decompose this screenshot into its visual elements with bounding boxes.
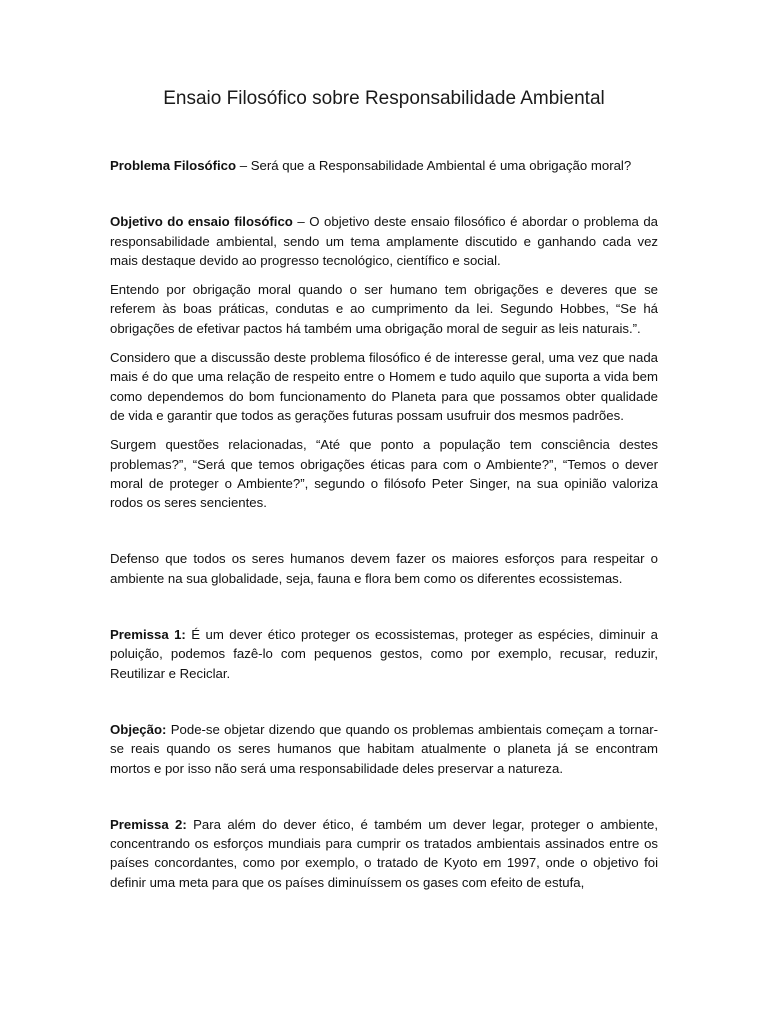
document-title: Ensaio Filosófico sobre Responsabilidade Ambiental — [163, 88, 605, 109]
premise-1-paragraph — [110, 625, 658, 683]
premise-1-text: É um dever ético proteger os ecossistemas, proteger as espécies, diminuir a poluição, podemos fazê-lo com pequenos gestos, como por exemplo, recusar, reduzir, Reutilizar e Reciclar. — [110, 627, 658, 681]
objective-label: Objetivo do ensaio filosófico — [110, 214, 293, 230]
problem-paragraph — [110, 156, 658, 175]
objection-text: Pode-se objetar dizendo que quando os problemas ambientais começam a tornar-se reais quando os seres humanos que habitam atualmente o planeta já se encontram mortos e por isso não será uma responsabilidade deles preservar a natureza. — [110, 721, 658, 776]
objection-paragraph — [110, 720, 658, 778]
paragraph-thesis: Defenso que todos os seres humanos devem fazer os maiores esforços para respeitar o ambiente na sua globalidade, seja, fauna e flora bem como os diferentes ecossistemas. — [110, 551, 658, 586]
problem-text: – Será que a Responsabilidade Ambiental é uma obrigação moral? — [236, 158, 632, 173]
premise-1-label: Premissa 1: — [110, 627, 186, 643]
objective-paragraph — [110, 212, 658, 270]
premise-2-paragraph — [110, 815, 658, 892]
problem-label: Problema Filosófico — [110, 158, 237, 173]
objective-text: – O objetivo deste ensaio filosófico é abordar o problema da responsabilidade ambiental, sendo um tema amplamente discutido e ganhando cada vez mais destaque devido ao progresso tecnológico, científico e social. — [110, 214, 658, 268]
premise-2-label: Premissa 2: — [110, 816, 187, 832]
paragraph-questions: Surgem questões relacionadas, “Até que ponto a população tem consciência destes problemas?”, “Será que temos obrigações éticas para com o Ambiente?”, “Temos o dever moral de proteger o Ambiente?”, segundo o filósofo Peter Singer, na sua opinião valoriza rodos os seres sencientes. — [110, 437, 658, 511]
paragraph-general-interest: Considero que a discussão deste problema filosófico é de interesse geral, uma vez que nada mais é do que uma relação de respeito entre o Homem e tudo aquilo que suporta a vida bem como dependemos do bom funcionamento do Planeta para que possamos obter qualidade de vida e garantir que todos as gerações futuras possam usufruir dos mesmos padrões. — [110, 350, 658, 423]
paragraph-moral-obligation: Entendo por obrigação moral quando o ser humano tem obrigações e deveres que se referem às boas práticas, condutas e ao cumprimento da lei. Segundo Hobbes, “Se há obrigações de efetivar pactos há também uma obrigação moral de seguir as leis naturais.”. — [110, 282, 658, 336]
document-page — [110, 88, 658, 892]
objection-label: Objeção: — [110, 721, 167, 737]
premise-2-text: Para além do dever ético, é também um dever legar, proteger o ambiente, concentrando os esforços mundiais para cumprir os tratados ambientais assinados entre os países concordantes, como por exemplo, o tratado de Kyoto em 1997, onde o objetivo foi definir uma meta para que os países diminuíssem os gases com efeito de estufa, — [110, 816, 658, 890]
